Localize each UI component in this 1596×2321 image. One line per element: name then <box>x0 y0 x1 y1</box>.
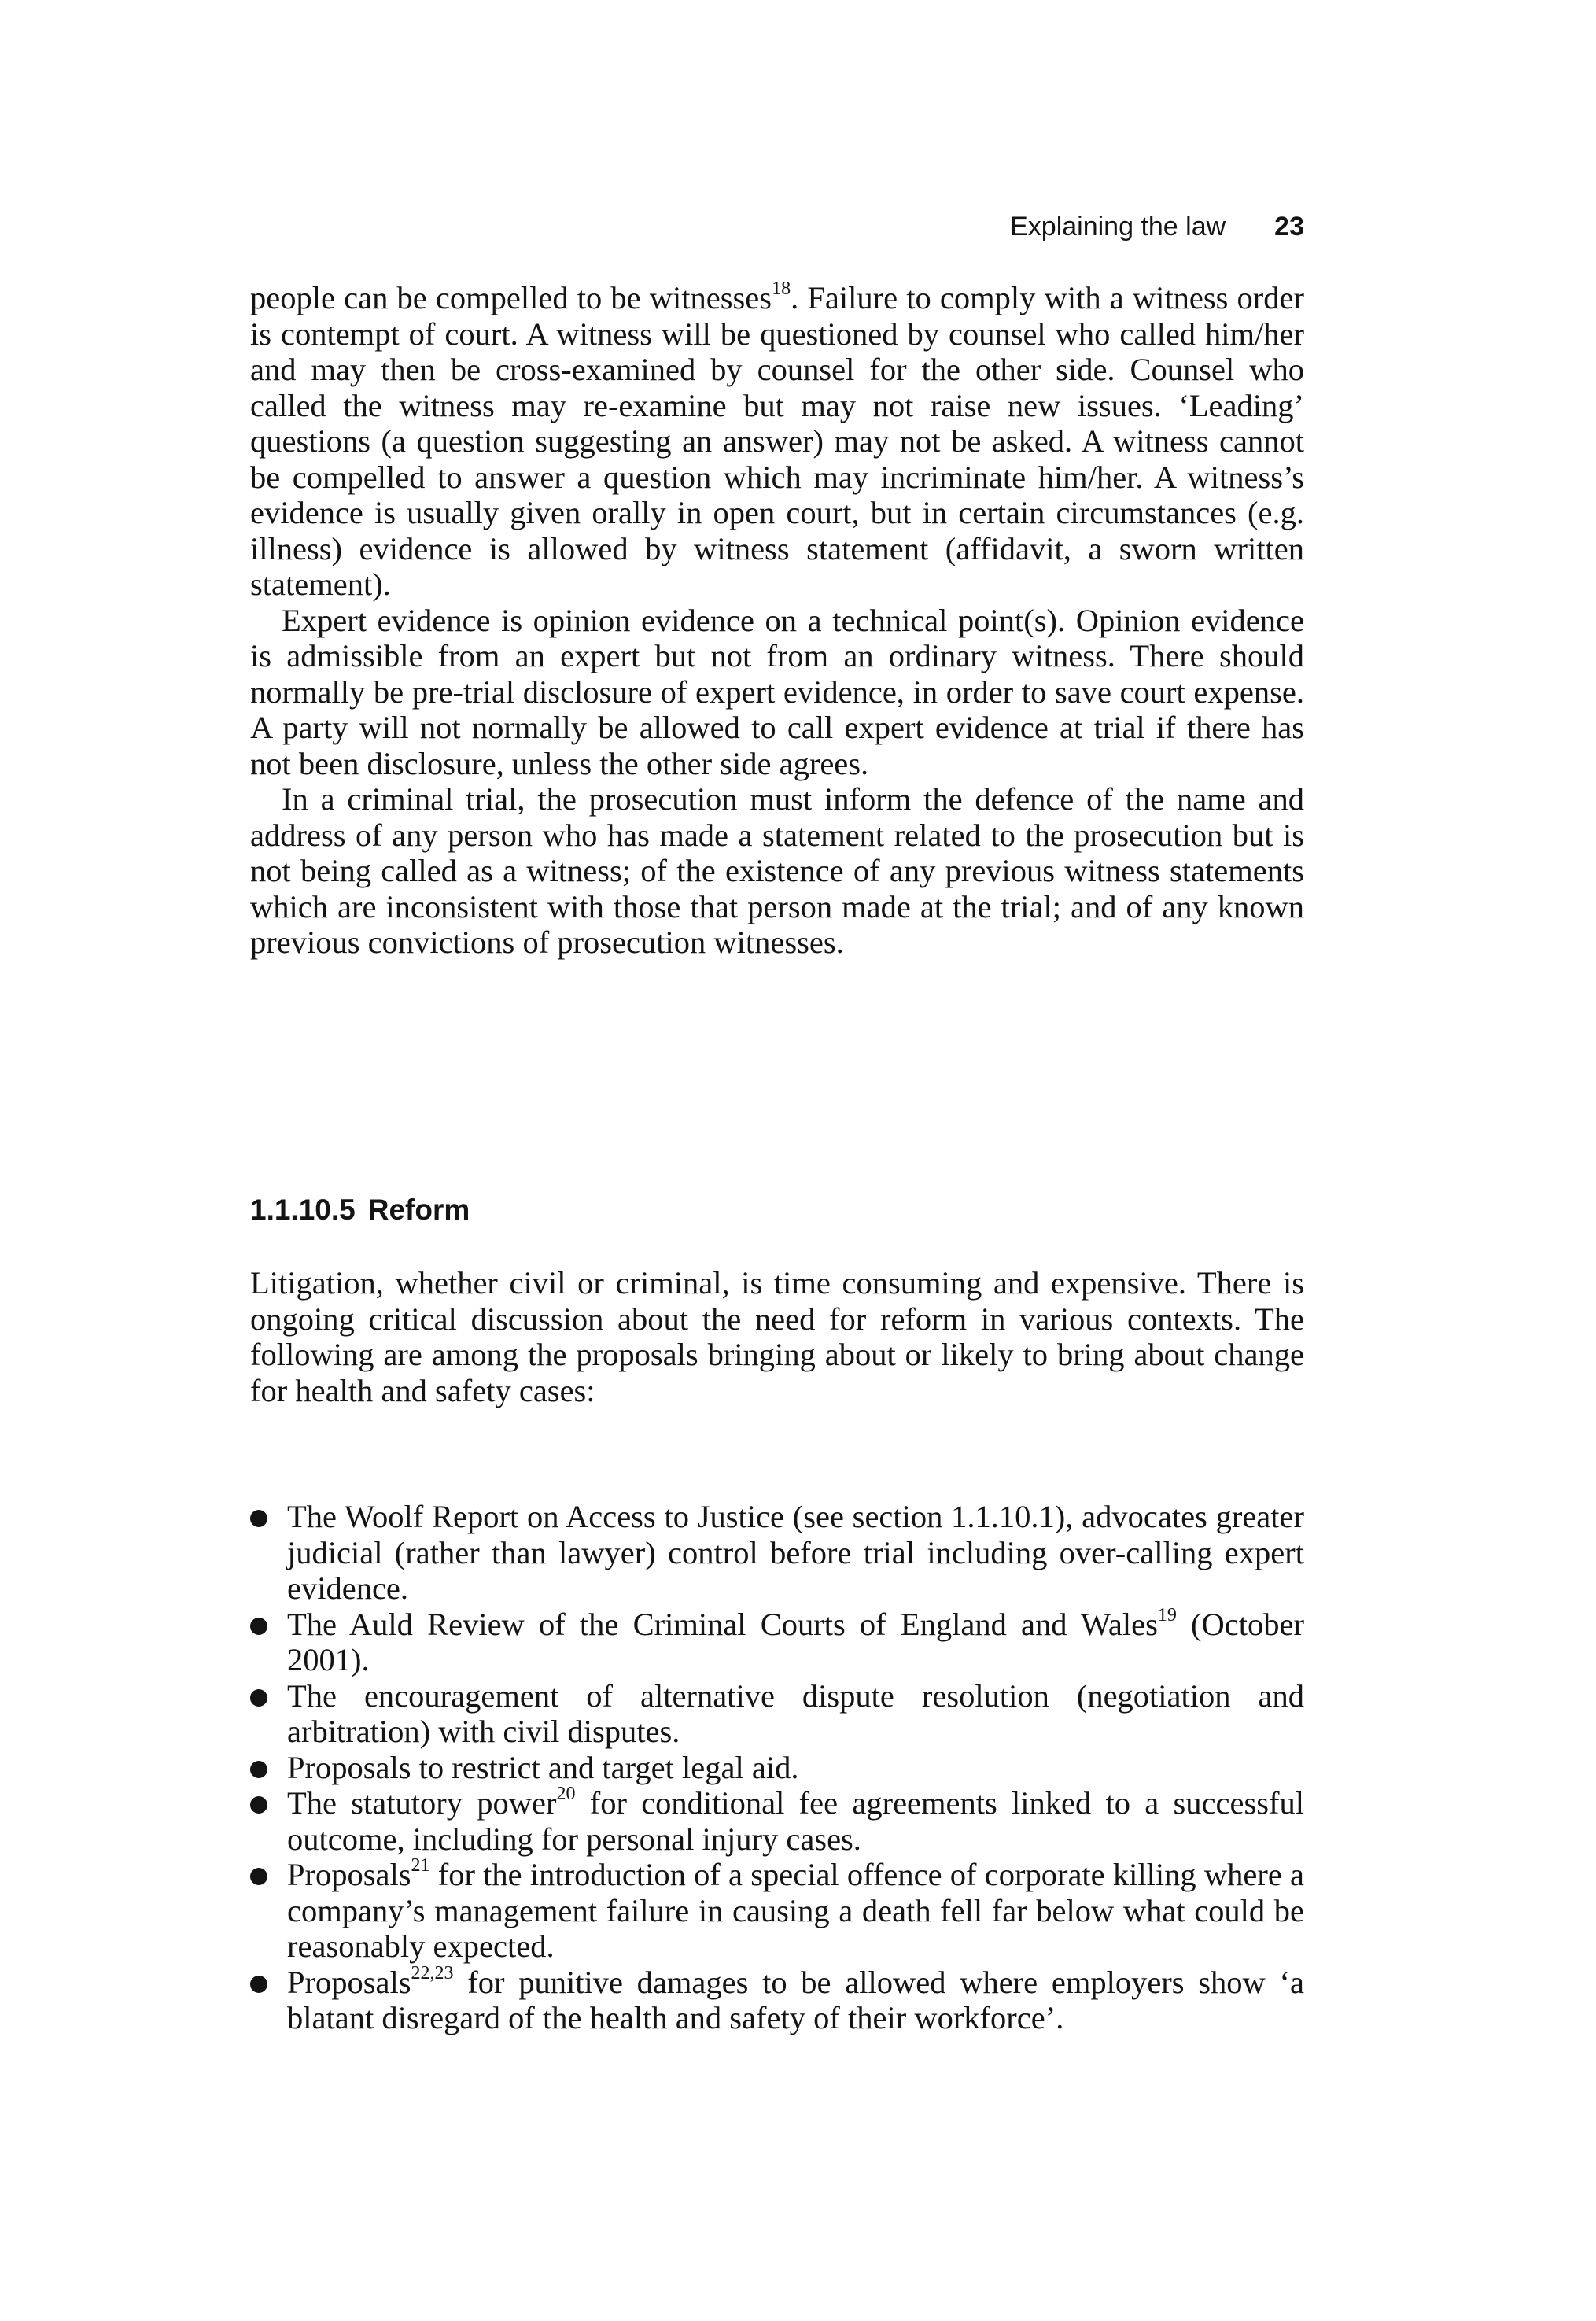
list-item-text: Proposals to restrict and target legal aid. <box>287 1749 799 1785</box>
bullet-icon <box>250 1618 267 1635</box>
bullet-icon <box>250 1510 267 1527</box>
section-number: 1.1.10.5 <box>250 1194 356 1226</box>
footnote-ref: 19 <box>1157 1604 1177 1625</box>
list-item <box>250 1857 1304 1965</box>
list-item-text: for the introduction of a special offence of corporate killing where a company’s management failure in causing a death fell far below what could be reasonably expected. <box>287 1857 1304 1964</box>
list-item-text: for punitive damages to be allowed where employers show ‘a blatant disregard of the health and safety of their workforce’. <box>287 1964 1304 2035</box>
list-item-text: for conditional fee agreements linked to a successful outcome, including for personal injury cases. <box>287 1785 1304 1857</box>
bullet-icon <box>250 1976 267 1993</box>
section-heading <box>250 1190 470 1231</box>
reform-proposals <box>250 1499 1304 2036</box>
list-item <box>250 1750 1304 1786</box>
footnote-ref: 22,23 <box>411 1962 454 1983</box>
list-item-text: The encouragement of alternative dispute resolution (negotiation and arbitration) with civil disputes. <box>287 1677 1304 1749</box>
bullet-icon <box>250 1796 267 1814</box>
list-item <box>250 1785 1304 1857</box>
paragraph-witnesses <box>250 280 1304 603</box>
paragraph-criminal-trial: In a criminal trial, the prosecution must inform the defence of the name and address of any person who has made a statement related to the prosecution but is not being called as a witness; of the existence of any previous witness statements which are inconsistent with those that person made at the trial; and of any known previous convictions of prosecution witnesses. <box>250 781 1304 960</box>
list-item-text: (October 2001). <box>287 1606 1304 1677</box>
footnote-ref: 21 <box>411 1855 430 1876</box>
footnote-ref: 20 <box>556 1784 576 1804</box>
bullet-icon <box>250 1868 267 1885</box>
paragraph-text: people can be compelled to be witnesses <box>250 280 772 315</box>
list-item-text: The Woolf Report on Access to Justice (see section 1.1.10.1), advocates greater judicial (rather than lawyer) control before trial including over-calling expert evidence. <box>287 1499 1304 1606</box>
list-item <box>250 1678 1304 1750</box>
list-item-text: Proposals <box>287 1857 411 1892</box>
footnote-ref: 18 <box>772 279 791 299</box>
section-title: Reform <box>367 1194 470 1226</box>
running-head <box>250 206 1304 247</box>
page-number: 23 <box>1274 212 1304 242</box>
reform-lead <box>250 1265 1304 1408</box>
list-item-text: The statutory power <box>287 1785 557 1821</box>
paragraph-reform-lead: Litigation, whether civil or criminal, is time consuming and expensive. There is ongoing critical discussion about the need for reform in various contexts. The following are among the proposals bringing about or likely to bring about change for health and safety cases: <box>250 1265 1304 1408</box>
running-title: Explaining the law <box>1010 212 1226 242</box>
paragraph-expert-evidence: Expert evidence is opinion evidence on a technical point(s). Opinion evidence is admissible from an expert but not from an ordinary witness. There should normally be pre-trial disclosure of expert evidence, in order to save court expense. A party will not normally be allowed to call expert evidence at trial if there has not been disclosure, unless the other side agrees. <box>250 602 1304 781</box>
bullet-icon <box>250 1689 267 1707</box>
bullet-list <box>250 1499 1304 2036</box>
list-item <box>250 1604 1304 1678</box>
bullet-icon <box>250 1761 267 1778</box>
list-item <box>250 1962 1304 2036</box>
list-item-text: Proposals <box>287 1964 411 2000</box>
list-item <box>250 1499 1304 1607</box>
list-item-text: The Auld Review of the Criminal Courts of England and Wales <box>287 1606 1158 1642</box>
paragraph-text: . Failure to comply with a witness order is contempt of court. A witness will be questioned by counsel who called him/her and may then be cross-examined by counsel for the other side. Counsel who called the witness may re-examine but may not raise new issues. ‘Leading’ questions (a question suggesting an answer) may not be asked. A witness cannot be compelled to answer a question which may incriminate him/her. A witness’s evidence is usually given orally in open court, but in certain circumstances (e.g. illness) evidence is allowed by witness statement (affidavit, a sworn written statement). <box>250 280 1305 602</box>
intro-text <box>250 280 1304 961</box>
